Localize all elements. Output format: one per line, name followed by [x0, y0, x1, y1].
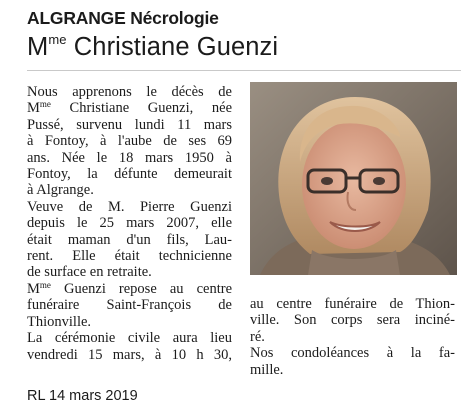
- text-line: ans. Née le 18 mars 1950 à: [27, 149, 232, 166]
- text-line: était maman d'un fils, Lau-: [27, 231, 232, 248]
- text-line: Nous apprenons le décès de: [27, 84, 232, 100]
- text-line: Pussé, survenu lundi 11 mars: [27, 116, 232, 133]
- section-kicker: ALGRANGE Nécrologie: [27, 8, 219, 28]
- text-line: rent. Elle était technicienne: [27, 248, 232, 265]
- title-superscript: me: [48, 32, 67, 47]
- text-line: mille.: [250, 361, 284, 378]
- text-line: ville. Son corps sera inciné-: [250, 312, 455, 329]
- page-title: [27, 33, 278, 62]
- title-name: Christiane Guenzi: [73, 33, 279, 61]
- title-prefix: M: [27, 33, 49, 61]
- text-line: à Fontoy, à l'aube de ses 69: [27, 133, 232, 150]
- text-line: La cérémonie civile aura lieu: [27, 330, 232, 347]
- source-caption: RL 14 mars 2019: [27, 388, 138, 404]
- text-line: de surface en retraite.: [27, 264, 152, 281]
- text-line: $M^{me}$ Guenzi repose au centre: [27, 279, 232, 297]
- text-line: vendredi 15 mars, à 10 h 30,: [27, 346, 232, 363]
- article-column-2: [250, 296, 455, 378]
- text-line: $M^{me}$ Christiane Guenzi, née: [27, 99, 232, 117]
- text-line: depuis le 25 mars 2007, elle: [27, 215, 232, 232]
- portrait-photo: [250, 82, 457, 275]
- article-column-1: [27, 84, 232, 363]
- text-line: Nos condoléances à la fa-: [250, 345, 455, 362]
- text-line: Fontoy, la défunte demeurait: [27, 166, 232, 183]
- header-divider: [27, 70, 461, 71]
- text-line: Veuve de M. Pierre Guenzi: [27, 198, 232, 215]
- text-line: ré.: [250, 328, 265, 345]
- text-line: au centre funéraire de Thion-: [250, 296, 455, 312]
- text-line: funéraire Saint-François de: [27, 297, 232, 314]
- text-line: Thionville.: [27, 313, 92, 330]
- text-line: à Algrange.: [27, 182, 94, 199]
